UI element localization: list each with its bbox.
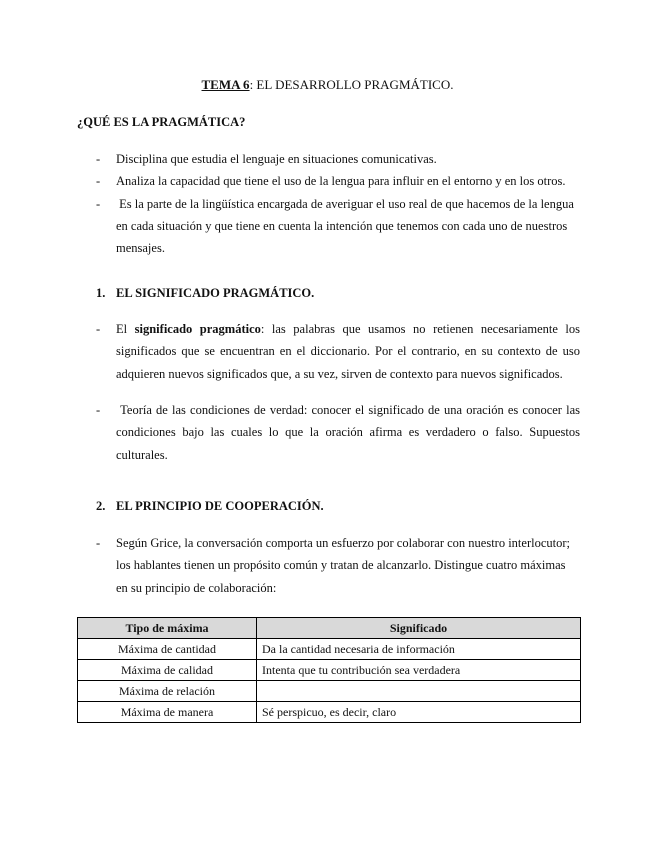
bullet-text: Es la parte de la lingüística encargada de averiguar el uso real de que hacemos de la lengua en cada situación y que tiene en cuenta la intención que tenemos con cada uno de nuestros mensajes. [116,196,578,256]
table-cell: Máxima de manera [78,702,257,723]
table-cell: Da la cantidad necesaria de información [257,639,581,660]
bullet-dash: - [96,174,101,189]
table-cell: Máxima de calidad [78,660,257,681]
list-item [96,399,584,466]
list-item [96,148,580,170]
header-significado: Significado [257,618,581,639]
bullet-text: Disciplina que estudia el lenguaje en situaciones comunicativas. [116,152,437,166]
section-2-heading [96,499,324,514]
section-1-bullet-list [96,318,580,385]
table-cell: Máxima de relación [78,681,257,702]
table-header-row [78,618,581,639]
list-item [96,318,580,385]
intro-bullet-list [96,148,580,259]
table-cell: Intenta que tu contribución sea verdadera [257,660,581,681]
table-cell: Sé perspicuo, es decir, claro [257,702,581,723]
table-row [78,702,581,723]
section-1-number: 1. [96,286,106,300]
section-1-heading [96,286,314,301]
table-cell: Máxima de cantidad [78,639,257,660]
table-row [78,681,581,702]
list-item [96,532,580,599]
bullet-text: Teoría de las condiciones de verdad: conocer el significado de una oración es conocer las condiciones bajo las cuales lo que la oración afirma es verdadero o falso. Supuestos culturales. [116,403,584,462]
header-tipo: Tipo de máxima [78,618,257,639]
table-row [78,660,581,681]
bullet-dash: - [96,152,101,166]
bullet-text: Analiza la capacidad que tiene el uso de la lengua para influir en el entorno y en los otros. [116,174,566,189]
maxims-table [77,617,581,723]
document-title [0,77,655,93]
bold-term: significado pragmático [134,322,261,336]
bullet-dash: - [96,196,101,211]
section-2-title: EL PRINCIPIO DE COOPERACIÓN. [116,499,324,513]
section-2-number: 2. [96,499,106,513]
list-item [96,170,580,192]
section-2-bullet-list [96,532,580,599]
table-row [78,639,581,660]
bullet-prefix: El [116,322,135,336]
bullet-dash: - [96,403,101,417]
list-item [96,193,580,260]
bullet-text: : las palabras que usamos no retienen necesariamente los significados que se encuentran en el diccionario. Por el contrario, en su contexto de uso adquieren nuevos significados que, a su vez, sirven de contexto para nuevos significados. [116,322,580,381]
bullet-text: Según Grice, la conversación comporta un esfuerzo por colaborar con nuestro interlocutor; los hablantes tienen un propósito común y tratan de alcanzarlo. Distingue cuatro máximas en su principio de colaboración: [116,536,570,595]
section-1-title: EL SIGNIFICADO PRAGMÁTICO. [116,286,315,300]
table-cell [257,681,581,702]
bullet-dash: - [96,322,101,336]
section-1-bullet-list-2 [96,399,584,466]
intro-heading: ¿QUÉ ES LA PRAGMÁTICA? [77,115,246,129]
title-tema: TEMA 6 [201,77,250,92]
title-text: : EL DESARROLLO PRAGMÁTICO. [249,77,454,92]
bullet-dash: - [96,536,101,550]
